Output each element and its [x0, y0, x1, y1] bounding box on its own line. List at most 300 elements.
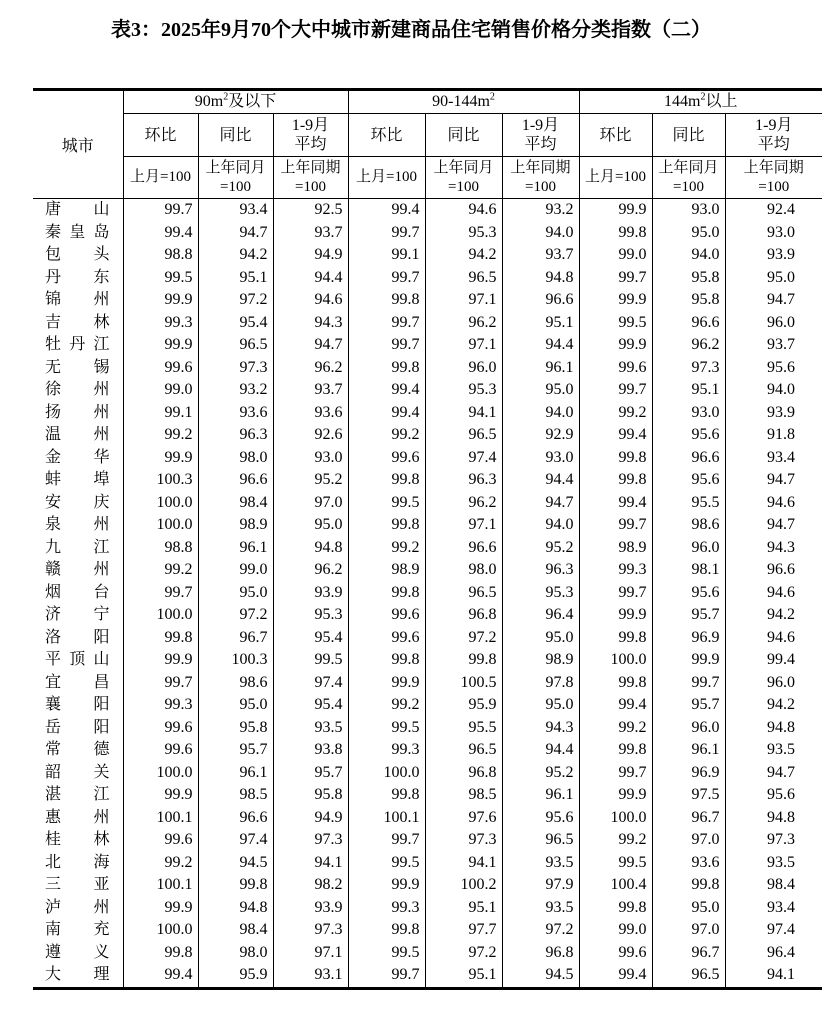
index-value: 100.0 [579, 649, 652, 672]
avg-base-line2: =100 [295, 178, 326, 195]
index-value: 93.5 [273, 717, 348, 740]
city-name-text: 湛江 [45, 786, 110, 803]
index-value: 99.4 [348, 402, 425, 425]
index-value: 96.0 [652, 537, 725, 560]
index-value: 97.2 [502, 919, 579, 942]
city-name-text: 温州 [45, 426, 110, 443]
index-value: 95.6 [725, 357, 822, 380]
index-value: 100.3 [123, 469, 198, 492]
city-name-text: 济宁 [45, 606, 110, 623]
index-value: 99.4 [348, 199, 425, 222]
index-value: 92.9 [502, 424, 579, 447]
index-value: 99.4 [579, 694, 652, 717]
index-value: 99.0 [579, 244, 652, 267]
yoy-header: 同比 [198, 114, 273, 157]
index-value: 99.7 [348, 964, 425, 988]
table-row [33, 492, 822, 515]
index-value: 94.8 [502, 267, 579, 290]
city-name-text: 桂林 [45, 831, 110, 848]
index-value: 96.6 [652, 312, 725, 335]
index-value: 99.7 [348, 267, 425, 290]
index-value: 98.2 [273, 874, 348, 897]
index-value: 98.4 [198, 492, 273, 515]
index-value: 97.3 [273, 919, 348, 942]
index-value: 99.6 [123, 357, 198, 380]
index-value: 96.2 [273, 559, 348, 582]
index-value: 99.7 [652, 672, 725, 695]
index-value: 97.4 [273, 672, 348, 695]
index-value: 96.1 [198, 762, 273, 785]
index-value: 99.2 [579, 717, 652, 740]
index-value: 95.2 [273, 469, 348, 492]
city-name [33, 919, 123, 942]
city-name-text: 平顶山 [45, 651, 110, 668]
index-value: 93.6 [198, 402, 273, 425]
index-value: 96.5 [425, 739, 502, 762]
index-value: 95.3 [425, 379, 502, 402]
index-value: 97.0 [652, 829, 725, 852]
index-value: 93.8 [273, 739, 348, 762]
group-header-90-144 [348, 90, 579, 114]
avg-base-line1: 上年同期 [510, 159, 571, 176]
index-value: 98.8 [123, 244, 198, 267]
index-value: 94.3 [725, 537, 822, 560]
yoy-header: 同比 [652, 114, 725, 157]
city-name-text: 锦州 [45, 291, 110, 308]
index-value: 98.0 [198, 942, 273, 965]
index-value: 94.3 [273, 312, 348, 335]
index-value: 99.8 [579, 447, 652, 470]
group-header-144-above [579, 90, 822, 114]
index-value: 98.8 [123, 537, 198, 560]
index-value: 96.4 [725, 942, 822, 965]
index-value: 97.0 [652, 919, 725, 942]
index-value: 96.6 [425, 537, 502, 560]
index-value: 96.5 [652, 964, 725, 988]
index-value: 99.9 [123, 649, 198, 672]
index-value: 99.3 [123, 312, 198, 335]
index-value: 99.6 [123, 717, 198, 740]
index-value: 100.2 [425, 874, 502, 897]
index-value: 98.9 [198, 514, 273, 537]
index-value: 99.3 [348, 897, 425, 920]
index-value: 100.0 [123, 514, 198, 537]
table-row [33, 334, 822, 357]
index-value: 95.6 [652, 582, 725, 605]
index-value: 94.0 [502, 402, 579, 425]
yoy-base-line1: 上年同月 [433, 159, 494, 176]
group-label-text: 90-144m [432, 93, 490, 110]
header-base-row [33, 157, 822, 199]
index-value: 94.2 [198, 244, 273, 267]
table-row [33, 604, 822, 627]
index-value: 94.0 [502, 222, 579, 245]
city-name [33, 694, 123, 717]
index-value: 95.0 [198, 582, 273, 605]
table-row [33, 222, 822, 245]
index-value: 96.6 [198, 807, 273, 830]
index-value: 99.5 [348, 492, 425, 515]
city-name-text: 大理 [45, 966, 110, 983]
index-value: 93.0 [273, 447, 348, 470]
index-value: 99.7 [348, 312, 425, 335]
index-value: 97.9 [502, 874, 579, 897]
city-name [33, 829, 123, 852]
index-value: 99.5 [348, 717, 425, 740]
index-value: 99.9 [123, 897, 198, 920]
city-name-text: 九江 [45, 538, 110, 556]
city-name-text: 包头 [45, 246, 110, 263]
index-value: 99.1 [348, 244, 425, 267]
index-value: 94.6 [425, 199, 502, 222]
city-name-text: 惠州 [45, 808, 110, 826]
index-value: 95.6 [652, 424, 725, 447]
avg-header-line1: 1-9月 [291, 117, 330, 134]
index-value: 96.2 [273, 357, 348, 380]
index-value: 96.4 [502, 604, 579, 627]
index-value: 97.3 [273, 829, 348, 852]
index-value: 98.1 [652, 559, 725, 582]
index-value: 99.6 [579, 942, 652, 965]
index-value: 98.0 [198, 447, 273, 470]
city-name [33, 312, 123, 335]
index-value: 97.4 [725, 919, 822, 942]
index-value: 96.3 [198, 424, 273, 447]
table-row [33, 784, 822, 807]
index-value: 99.5 [348, 852, 425, 875]
index-value: 98.9 [348, 559, 425, 582]
table-row [33, 627, 822, 650]
index-value: 95.6 [502, 807, 579, 830]
table-row [33, 357, 822, 380]
index-value: 99.7 [579, 762, 652, 785]
index-value: 97.7 [425, 919, 502, 942]
index-value: 94.1 [425, 402, 502, 425]
table-row [33, 537, 822, 560]
index-value: 95.5 [652, 492, 725, 515]
index-value: 93.0 [725, 222, 822, 245]
index-value: 95.5 [425, 717, 502, 740]
city-name-text: 洛阳 [45, 628, 110, 646]
index-value: 96.5 [425, 424, 502, 447]
index-value: 96.6 [502, 289, 579, 312]
index-value: 94.0 [502, 514, 579, 537]
city-name-text: 牡丹江 [45, 336, 110, 353]
yoy-base-header [425, 157, 502, 199]
index-value: 99.7 [123, 672, 198, 695]
index-value: 99.3 [348, 739, 425, 762]
index-value: 99.2 [579, 402, 652, 425]
index-value: 94.2 [425, 244, 502, 267]
index-value: 99.6 [348, 604, 425, 627]
index-value: 96.1 [502, 784, 579, 807]
city-name [33, 492, 123, 515]
city-name [33, 424, 123, 447]
table-row [33, 919, 822, 942]
avg-base-line1: 上年同期 [743, 159, 804, 176]
index-value: 99.9 [123, 289, 198, 312]
index-value: 100.4 [579, 874, 652, 897]
index-value: 96.0 [425, 357, 502, 380]
index-value: 95.6 [652, 469, 725, 492]
city-name [33, 874, 123, 897]
index-value: 99.9 [579, 604, 652, 627]
index-value: 95.0 [273, 514, 348, 537]
table-row [33, 402, 822, 425]
superscript: 2 [489, 91, 495, 103]
index-value: 99.7 [579, 267, 652, 290]
avg-base-line2: =100 [525, 178, 556, 195]
index-value: 99.5 [579, 312, 652, 335]
index-value: 94.7 [502, 492, 579, 515]
index-value: 99.9 [579, 289, 652, 312]
index-value: 100.1 [123, 807, 198, 830]
avg-header-line1: 1-9月 [755, 117, 793, 134]
index-value: 100.0 [123, 492, 198, 515]
city-name [33, 244, 123, 267]
city-name-text: 泉州 [45, 516, 110, 533]
table-row [33, 199, 822, 222]
index-value: 96.1 [198, 537, 273, 560]
index-value: 93.7 [273, 222, 348, 245]
index-value: 100.1 [123, 874, 198, 897]
index-value: 94.2 [725, 604, 822, 627]
index-value: 95.7 [273, 762, 348, 785]
index-value: 99.7 [348, 829, 425, 852]
city-name [33, 717, 123, 740]
index-value: 96.7 [652, 807, 725, 830]
index-value: 97.1 [273, 942, 348, 965]
index-value: 94.2 [725, 694, 822, 717]
index-value: 99.8 [123, 627, 198, 650]
index-value: 100.0 [123, 762, 198, 785]
index-value: 99.7 [579, 514, 652, 537]
avg-header-line2: 平均 [294, 136, 327, 153]
index-value: 97.3 [725, 829, 822, 852]
index-value: 99.2 [348, 694, 425, 717]
mom-base-header: 上月=100 [123, 157, 198, 199]
index-value: 99.4 [579, 492, 652, 515]
table-row [33, 559, 822, 582]
index-value: 96.0 [652, 717, 725, 740]
table-row [33, 514, 822, 537]
index-value: 97.3 [425, 829, 502, 852]
city-name-text: 无锡 [45, 358, 110, 376]
mom-base-header: 上月=100 [348, 157, 425, 199]
yoy-base-header [198, 157, 273, 199]
index-value: 98.6 [198, 672, 273, 695]
yoy-base-line1: 上年同月 [658, 159, 719, 176]
index-value: 98.4 [725, 874, 822, 897]
index-value: 95.2 [502, 762, 579, 785]
city-name [33, 289, 123, 312]
index-value: 97.3 [198, 357, 273, 380]
index-value: 95.7 [652, 604, 725, 627]
index-value: 93.5 [502, 897, 579, 920]
index-value: 95.0 [198, 694, 273, 717]
index-value: 96.7 [198, 627, 273, 650]
index-value: 94.4 [502, 334, 579, 357]
city-name [33, 222, 123, 245]
index-value: 99.7 [348, 334, 425, 357]
index-value: 95.0 [502, 379, 579, 402]
index-value: 98.0 [425, 559, 502, 582]
index-value: 95.2 [502, 537, 579, 560]
index-value: 99.2 [123, 424, 198, 447]
index-value: 94.7 [725, 469, 822, 492]
index-value: 95.0 [652, 897, 725, 920]
index-value: 94.7 [725, 289, 822, 312]
index-value: 95.6 [725, 784, 822, 807]
city-name-text: 宜昌 [45, 673, 110, 691]
index-value: 96.9 [652, 762, 725, 785]
index-value: 93.0 [652, 402, 725, 425]
index-value: 94.1 [725, 964, 822, 988]
index-value: 96.6 [652, 447, 725, 470]
index-value: 95.4 [198, 312, 273, 335]
index-value: 97.1 [425, 514, 502, 537]
index-value: 95.3 [425, 222, 502, 245]
city-name [33, 379, 123, 402]
city-name-text: 安庆 [45, 493, 110, 511]
index-value: 99.8 [425, 649, 502, 672]
index-value: 95.7 [652, 694, 725, 717]
index-value: 97.4 [198, 829, 273, 852]
index-value: 94.0 [725, 379, 822, 402]
index-value: 99.9 [652, 649, 725, 672]
header-group-row [33, 90, 822, 114]
index-value: 93.1 [273, 964, 348, 988]
yoy-base-line2: =100 [448, 178, 479, 195]
superscript: 2 [700, 91, 706, 103]
index-value: 93.9 [273, 897, 348, 920]
city-name-text: 岳阳 [45, 718, 110, 736]
table-row [33, 807, 822, 830]
table-row [33, 942, 822, 965]
yoy-header: 同比 [425, 114, 502, 157]
index-value: 99.2 [579, 829, 652, 852]
index-value: 97.2 [425, 627, 502, 650]
city-name [33, 559, 123, 582]
index-value: 99.3 [579, 559, 652, 582]
index-value: 95.0 [652, 222, 725, 245]
city-name-text: 南充 [45, 921, 110, 938]
city-name-text: 三亚 [45, 876, 110, 893]
table-row [33, 447, 822, 470]
mom-header: 环比 [348, 114, 425, 157]
group-label-text: 及以下 [228, 93, 277, 110]
city-name [33, 469, 123, 492]
index-value: 93.7 [725, 334, 822, 357]
index-value: 93.5 [725, 739, 822, 762]
index-value: 94.7 [273, 334, 348, 357]
index-value: 100.3 [198, 649, 273, 672]
city-name [33, 942, 123, 965]
city-name [33, 582, 123, 605]
index-value: 95.1 [652, 379, 725, 402]
index-value: 95.4 [273, 627, 348, 650]
index-value: 96.2 [652, 334, 725, 357]
index-value: 95.3 [273, 604, 348, 627]
city-name [33, 334, 123, 357]
index-value: 99.3 [123, 694, 198, 717]
index-value: 97.8 [502, 672, 579, 695]
index-value: 99.4 [579, 964, 652, 988]
index-value: 99.2 [348, 424, 425, 447]
index-value: 99.4 [348, 379, 425, 402]
index-value: 93.4 [725, 897, 822, 920]
index-value: 96.2 [425, 312, 502, 335]
table-row [33, 852, 822, 875]
index-value: 94.7 [725, 514, 822, 537]
index-value: 93.2 [198, 379, 273, 402]
index-value: 99.8 [579, 222, 652, 245]
index-value: 93.6 [273, 402, 348, 425]
table-row [33, 739, 822, 762]
table-row [33, 829, 822, 852]
index-value: 97.2 [425, 942, 502, 965]
index-value: 97.5 [652, 784, 725, 807]
table-row [33, 267, 822, 290]
index-value: 95.1 [425, 964, 502, 988]
index-value: 98.5 [198, 784, 273, 807]
index-value: 99.9 [123, 784, 198, 807]
index-value: 94.7 [725, 762, 822, 785]
city-name-text: 吉林 [45, 313, 110, 331]
index-value: 99.2 [348, 537, 425, 560]
table-row [33, 649, 822, 672]
city-name-text: 秦皇岛 [45, 223, 110, 241]
index-value: 99.8 [198, 874, 273, 897]
index-value: 99.8 [348, 357, 425, 380]
index-value: 99.1 [123, 402, 198, 425]
group-header-90-below [123, 90, 348, 114]
index-value: 99.7 [123, 199, 198, 222]
index-value: 97.2 [198, 604, 273, 627]
index-value: 93.5 [725, 852, 822, 875]
index-value: 99.6 [579, 357, 652, 380]
avg-header [502, 114, 579, 157]
index-value: 99.6 [348, 447, 425, 470]
index-value: 93.6 [652, 852, 725, 875]
index-value: 96.3 [425, 469, 502, 492]
index-value: 96.5 [425, 267, 502, 290]
city-name-text: 烟台 [45, 583, 110, 601]
table-row [33, 312, 822, 335]
index-value: 99.8 [348, 514, 425, 537]
index-value: 96.8 [425, 762, 502, 785]
index-value: 95.1 [502, 312, 579, 335]
index-value: 95.8 [652, 267, 725, 290]
index-value: 93.5 [502, 852, 579, 875]
index-value: 94.6 [725, 492, 822, 515]
index-value: 97.2 [198, 289, 273, 312]
table-row [33, 762, 822, 785]
index-value: 99.2 [123, 852, 198, 875]
index-value: 99.6 [348, 627, 425, 650]
index-value: 96.6 [198, 469, 273, 492]
index-value: 95.0 [502, 694, 579, 717]
index-value: 94.1 [425, 852, 502, 875]
index-value: 94.8 [198, 897, 273, 920]
index-value: 93.0 [652, 199, 725, 222]
index-value: 99.9 [348, 672, 425, 695]
index-value: 94.4 [502, 739, 579, 762]
avg-base-header [502, 157, 579, 199]
city-name-text: 唐山 [45, 201, 110, 218]
index-value: 96.3 [502, 559, 579, 582]
index-value: 97.6 [425, 807, 502, 830]
